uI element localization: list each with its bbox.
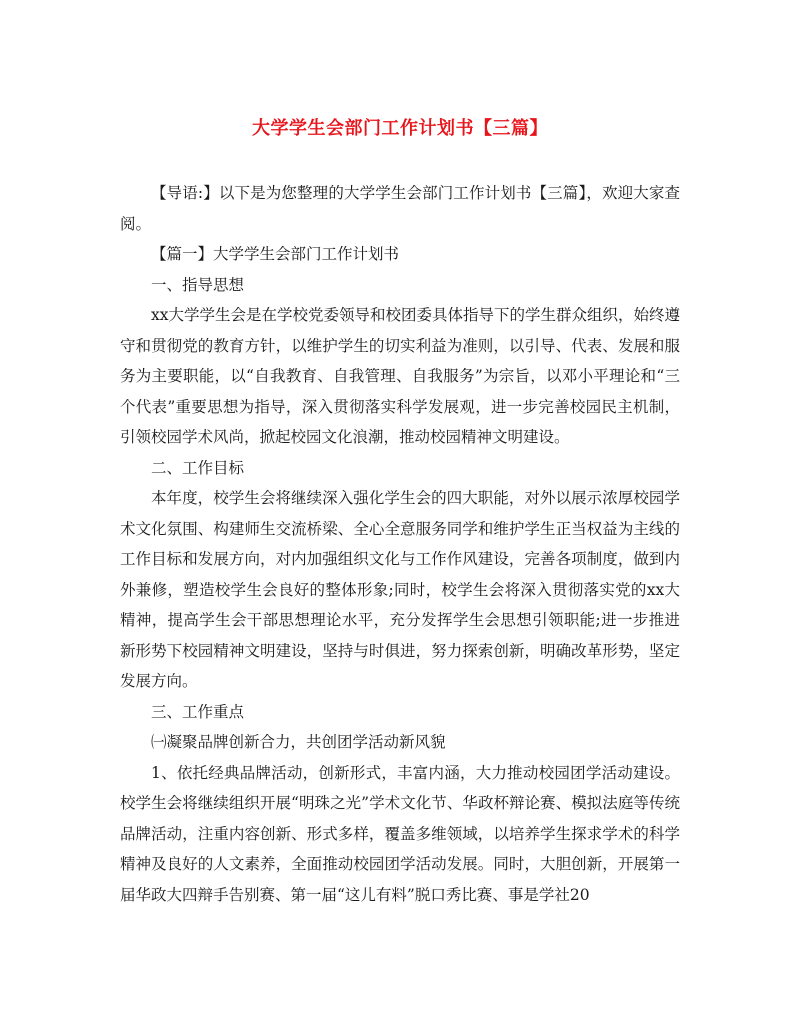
- intro-paragraph: 【导语:】以下是为您整理的大学学生会部门工作计划书【三篇】，欢迎大家查阅。: [120, 184, 680, 233]
- section-heading-part-one: 【篇一】大学学生会部门工作计划书: [151, 245, 400, 263]
- heading-guiding-ideology: 一、指导思想: [151, 275, 245, 294]
- paragraph-guiding-ideology: xx大学学生会是在学校党委领导和校团委具体指导下的学生群众组织，始终遵守和贯彻党的教育方针，以维护学生的切实利益为准则，以引导、代表、发展和服务为主要职能，以“自我教育、自我管理、自我服务”为宗旨，以邓小平理论和“三个代表”重要思想为指导，深入贯彻落实科学发展观，进一步完善校园民主机制，引领校园学术风尚，掀起校园文化浪潮，推动校园精神文明建设。: [120, 306, 680, 446]
- subheading-brand-innovation: ㈠凝聚品牌创新合力，共创团学活动新风貌: [151, 733, 446, 751]
- document-title: 大学学生会部门工作计划书【三篇】: [252, 118, 548, 139]
- heading-work-focus: 三、工作重点: [151, 702, 245, 721]
- paragraph-brand-activities: 1、依托经典品牌活动，创新形式，丰富内涵，大力推动校园团学活动建设。校学生会将继续组织开展“明珠之光”学术文化节、华政杯辩论赛、模拟法庭等传统品牌活动，注重内容创新、形式多样，覆盖多维领域，以培养学生探求学术的科学精神及良好的人文素养，全面推动校园团学活动发展。同时，大胆创新，开展第一届华政大四辩手告别赛、第一届“这儿有料”脱口秀比赛、事是学社20: [120, 763, 680, 904]
- document-body: [120, 178, 680, 910]
- paragraph-work-goals: 本年度，校学生会将继续深入强化学生会的四大职能，对外以展示浓厚校园学术文化氛围、构建师生交流桥梁、全心全意服务同学和维护学生正当权益为主线的工作目标和发展方向，对内加强组织文化与工作作风建设，完善各项制度，做到内外兼修，塑造校学生会良好的整体形象;同时，校学生会将深入贯彻落实党的xx大精神，提高学生会干部思想理论水平，充分发挥学生会思想引领职能;进一步推进新形势下校园精神文明建设，坚持与时俱进，努力探索创新，明确改革形势，坚定发展方向。: [120, 489, 680, 690]
- heading-work-goals: 二、工作目标: [151, 458, 245, 477]
